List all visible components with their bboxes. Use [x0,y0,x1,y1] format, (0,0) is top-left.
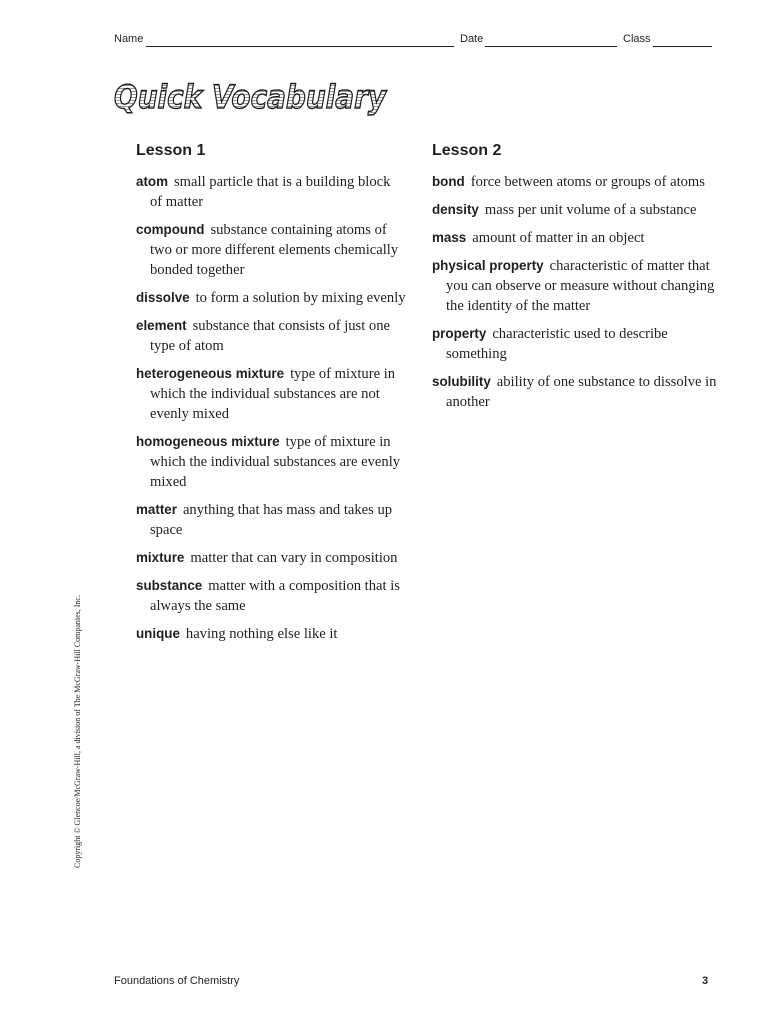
vocab-entry [432,372,717,412]
lesson-1-column [136,140,406,652]
vocab-term: unique [136,626,180,641]
vocab-entry [136,576,406,616]
lesson-1-title: Lesson 1 [136,142,206,159]
vocab-definition: to form a solution by mixing evenly [195,290,406,306]
vocab-definition: type of mixture in which the individual substances are not evenly mixed [150,366,396,422]
vocab-definition: matter with a composition that is always the same [150,578,400,614]
vocab-entry [136,288,406,308]
vocab-definition: anything that has mass and takes up space [150,502,393,538]
vocab-entry [432,324,717,364]
vocab-term: physical property [432,258,544,273]
vocab-entry [136,500,406,540]
name-line [146,46,454,47]
vocab-entry [136,432,406,492]
vocab-term: solubility [432,374,491,389]
vocab-definition: characteristic of matter that you can observe or measure without changing the identity of the matter [446,258,715,314]
vocab-definition: small particle that is a building block of matter [150,174,391,210]
vocab-term: compound [136,222,205,237]
vocab-definition: characteristic used to describe something [446,326,668,362]
vocab-term: homogeneous mixture [136,434,280,449]
vocab-definition: force between atoms or groups of atoms [470,174,705,190]
vocab-term: bond [432,174,465,189]
vocab-entry [136,172,406,212]
vocab-term: mixture [136,550,185,565]
vocab-entry [432,256,717,316]
vocab-definition: having nothing else like it [185,626,338,642]
date-line [485,46,617,47]
class-label: Class [623,33,651,45]
vocab-definition: substance containing atoms of two or more different elements chemically bonded together [150,222,399,278]
vocab-term: substance [136,578,203,593]
footer-book-title: Foundations of Chemistry [114,975,240,987]
vocab-definition: ability of one substance to dissolve in another [446,374,717,410]
vocab-entry [136,548,406,568]
vocab-definition: amount of matter in an object [472,230,645,246]
vocab-entry [136,220,406,280]
vocab-entry [432,172,717,192]
name-label: Name [114,33,144,45]
lesson-2-column [432,140,717,420]
vocab-definition: type of mixture in which the individual substances are evenly mixed [150,434,401,490]
vocab-term: mass [432,230,467,245]
lesson-1-entries [136,172,406,644]
vocab-term: dissolve [136,290,190,305]
vocab-term: element [136,318,187,333]
page-number: 3 [702,975,709,987]
vocab-term: property [432,326,487,341]
page-title [108,70,398,120]
vocab-definition: substance that consists of just one type of atom [150,318,391,354]
vocab-term: atom [136,174,168,189]
vocab-term: heterogeneous mixture [136,366,285,381]
student-info-header [114,33,714,49]
vocab-term: density [432,202,479,217]
class-line [653,46,712,47]
vocab-definition: matter that can vary in composition [190,550,398,566]
lesson-2-entries [432,172,717,412]
vocab-entry [136,624,406,644]
copyright-notice: Copyright © Glencoe/McGraw-Hill, a division of The McGraw-Hill Companies, Inc. [73,595,82,868]
vocab-term: matter [136,502,177,517]
vocab-definition: mass per unit volume of a substance [484,202,697,218]
vocab-entry [136,316,406,356]
page-title-text: Quick Vocabulary [114,78,387,116]
vocab-entry [432,228,717,248]
lesson-2-title: Lesson 2 [432,142,502,159]
vocab-entry [432,200,717,220]
vocab-entry [136,364,406,424]
date-label: Date [460,33,484,45]
